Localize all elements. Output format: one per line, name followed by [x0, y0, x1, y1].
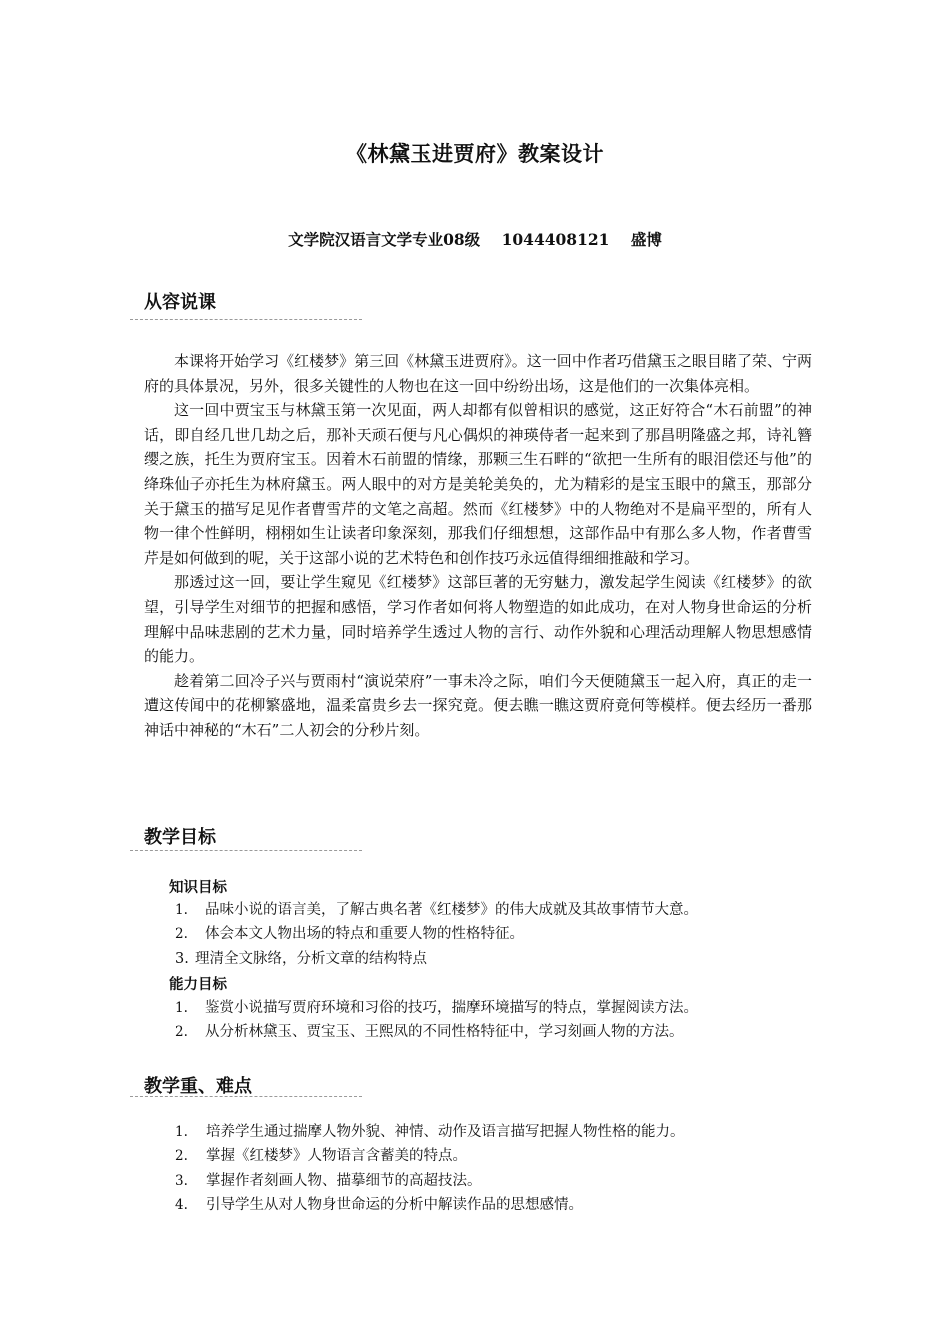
intro-paragraph-4: 趁着第二回冷子兴与贾雨村“演说荣府”一事未冷之际，咱们今天便随黛玉一起入府，真正的走一遭这传闻中的花柳繁盛地，温柔富贵乡去一探究竟。便去瞧一瞧这贾府竟何等模样。便去经历一番那神话中神秘的“木石”二人初会的分秒片刻。 [144, 671, 812, 739]
list-item-text: 鉴赏小说描写贾府环境和习俗的技巧，揣摩环境描写的特点，掌握阅读方法。 [205, 1000, 698, 1016]
list-item-text: 引导学生从对人物身世命运的分析中解读作品的思想感情。 [206, 1196, 583, 1213]
list-item-text: 从分析林黛玉、贾宝玉、王熙凤的不同性格特征中，学习刻画人物的方法。 [205, 1024, 684, 1041]
section-heading-goals: 教学目标 [144, 827, 216, 848]
list-item-text: 培养学生通过揣摩人物外貌、神情、动作及语言描写把握人物性格的能力。 [206, 1124, 685, 1140]
list-item-text: 掌握作者刻画人物、描摹细节的高超技法。 [206, 1172, 482, 1189]
intro-paragraph-3: 那透过这一回，要让学生窥见《红楼梦》这部巨著的无穷魅力，激发起学生阅读《红楼梦》的欲望，引导学生对细节的把握和感悟，学习作者如何将人物塑造的如此成功，在对人物身世命运的分析理解中品味悲剧的艺术力量，同时培养学生透过人物的言行、动作外貌和心理活动理解人物思想感情的能力。 [144, 573, 812, 666]
list-item-text: 品味小说的语言美，了解古典名著《红楼梦》的伟大成就及其故事情节大意。 [205, 902, 698, 918]
list-item-number: 1. [175, 1124, 188, 1140]
list-item-text: 理清全文脉络，分析文章的结构特点 [195, 950, 427, 967]
intro-body [144, 349, 812, 743]
intro-paragraph-2: 这一回中贾宝玉与林黛玉第一次见面，两人却都有似曾相识的感觉，这正好符合“木石前盟”的神话，即自经几世几劫之后，那补天顽石便与凡心偶炽的神瑛侍者一起来到了那昌明隆盛之邦，诗礼簪缨之族，托生为贾府宝玉。因着木石前盟的情缘，那颗三生石畔的“欲把一生所有的眼泪偿还与他”的绛珠仙子亦托生为林府黛玉。两人眼中的对方是美轮美奂的，尤为精彩的是宝玉眼中的黛玉，那部分关于黛玉的描写足见作者曹雪芹的文笔之高超。然而《红楼梦》中的人物绝对不是扁平型的，所有人物一律个性鲜明，栩栩如生让读者印象深刻，那我们仔细想想，这部作品中有那么多人物，作者曹雪芹是如何做到的呢，关于这部小说的艺术特色和创作技巧永远值得细细推敲和学习。 [144, 401, 812, 567]
list-item [175, 1193, 815, 1217]
ability-goals-label: 能力目标 [169, 976, 227, 993]
document-title: 《林黛玉进贾府》教案设计 [346, 141, 604, 166]
list-item-number: 4. [175, 1196, 188, 1213]
list-item [175, 1120, 815, 1144]
list-item-number: 2. [175, 1148, 188, 1165]
author-name: 盛博 [630, 230, 662, 249]
list-item-number: 2. [175, 1024, 188, 1041]
author-student-id: 1044408121 [501, 230, 610, 249]
key-points-list [175, 1120, 815, 1217]
section-divider [130, 850, 362, 851]
list-item [175, 1169, 815, 1193]
section-divider [130, 1096, 362, 1097]
list-item-text: 掌握《红楼梦》人物语言含蓄美的特点。 [206, 1148, 467, 1165]
list-item [175, 1020, 815, 1044]
section-divider [130, 319, 362, 320]
list-item [175, 922, 815, 946]
section-heading-key-points: 教学重、难点 [144, 1076, 252, 1097]
list-item-number: 1. [175, 1000, 188, 1016]
list-item-number: 1. [175, 902, 188, 918]
list-item [175, 996, 815, 1020]
author-department: 文学院汉语言文学专业08级 [288, 230, 481, 249]
list-item [175, 1144, 815, 1168]
knowledge-goals-label: 知识目标 [169, 879, 227, 896]
list-item [175, 947, 815, 971]
ability-goals-list [175, 996, 815, 1045]
author-line [0, 228, 950, 250]
list-item [175, 898, 815, 922]
list-item-number: 3. [175, 1172, 188, 1189]
list-item-number: 2. [175, 926, 188, 943]
knowledge-goals-list [175, 898, 815, 971]
intro-paragraph-1: 本课将开始学习《红楼梦》第三回《林黛玉进贾府》。这一回中作者巧借黛玉之眼目睹了荣、宁两府的具体景况，另外，很多关键性的人物也在这一回中纷纷出场，这是他们的一次集体亮相。 [144, 352, 812, 395]
list-item-text: 体会本文人物出场的特点和重要人物的性格特征。 [205, 926, 524, 943]
section-heading-intro: 从容说课 [144, 292, 216, 313]
list-item-number: 3. [175, 950, 189, 967]
